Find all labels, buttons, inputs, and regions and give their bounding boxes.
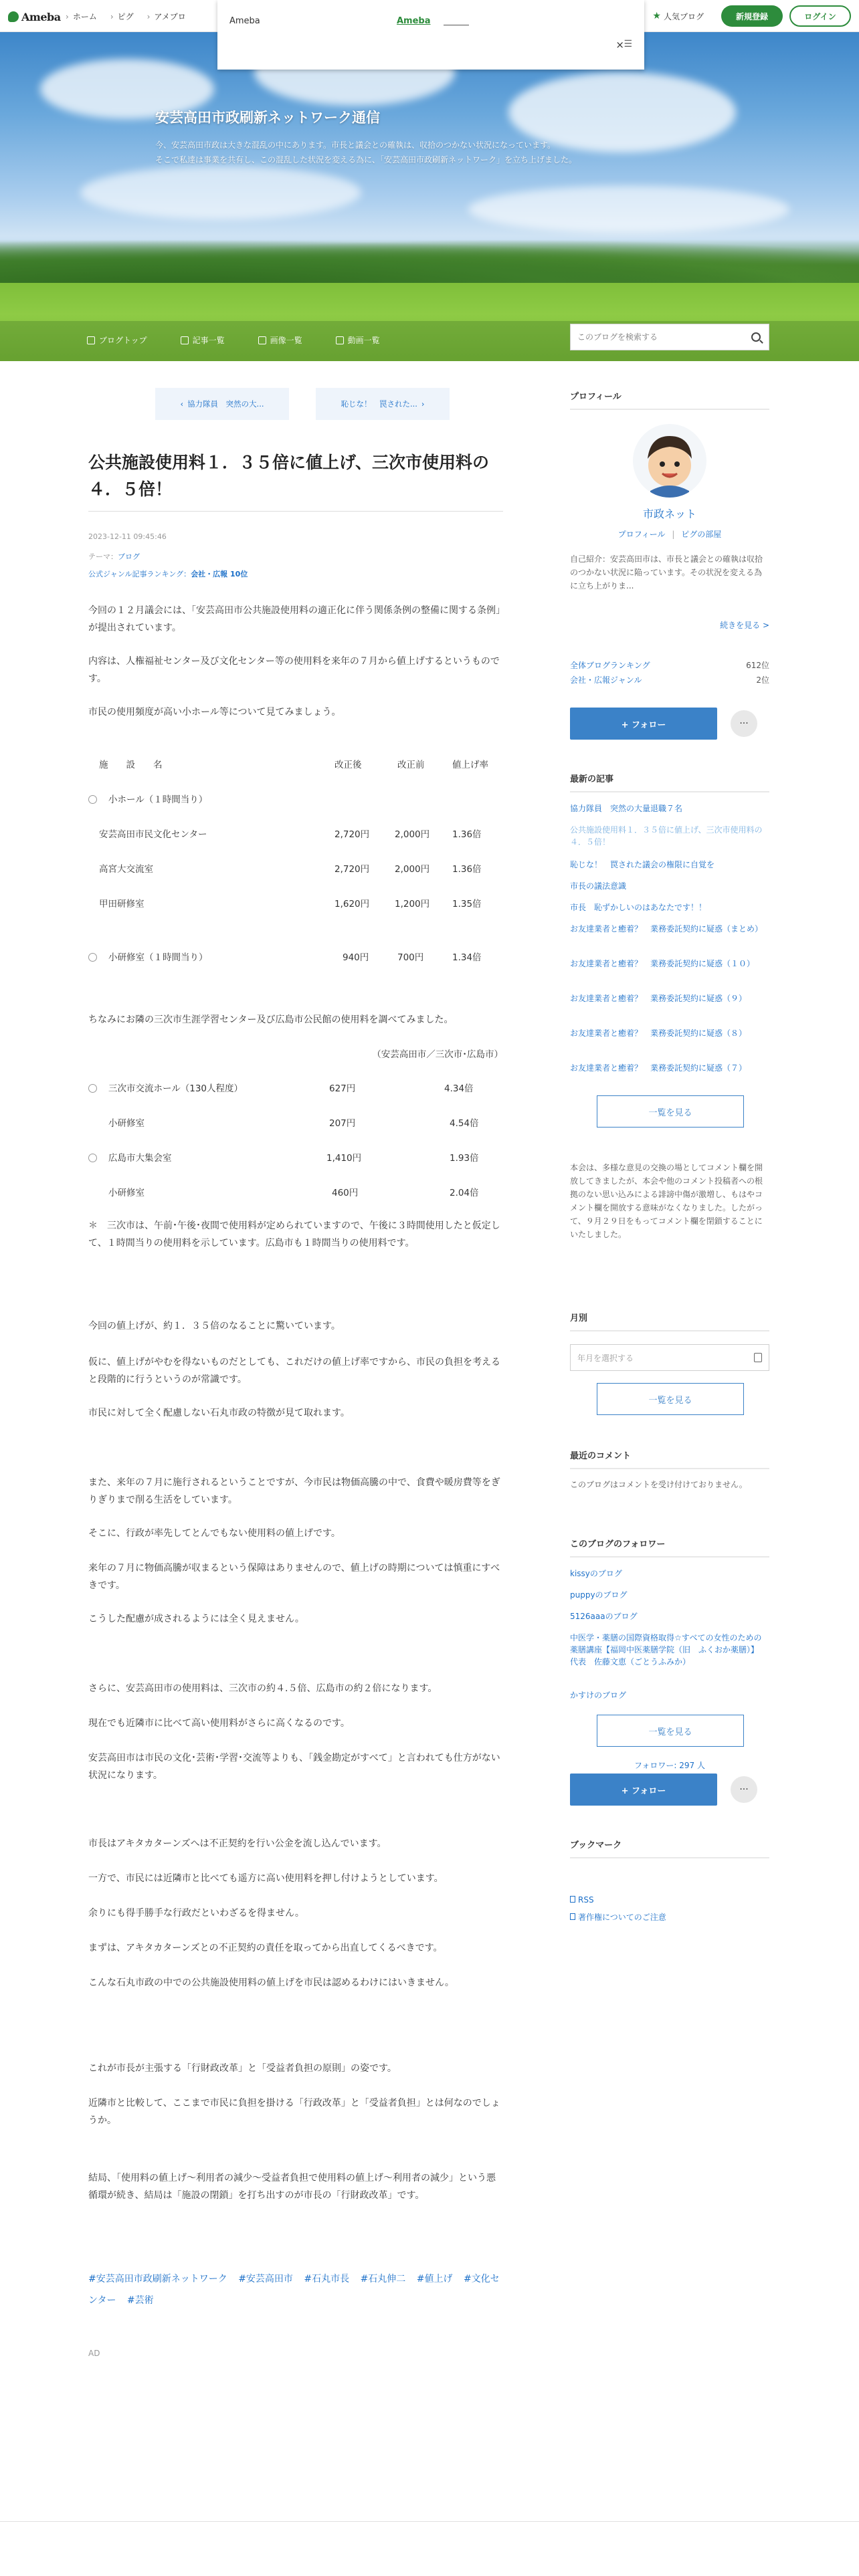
rss-label: RSS bbox=[578, 1895, 594, 1905]
header-facility: 施 設 名 bbox=[99, 760, 163, 770]
followers-list-button[interactable]: 一覧を見る bbox=[597, 1715, 744, 1747]
pig-room-link[interactable]: ピグの部屋 bbox=[681, 530, 722, 539]
fee-rate: 1.34倍 bbox=[452, 952, 482, 963]
crown-icon: ★ bbox=[652, 11, 661, 21]
follower-link[interactable]: 5126aaaのブログ bbox=[570, 1612, 638, 1621]
latest-article-link[interactable]: 市長の議法意識 bbox=[570, 881, 627, 891]
latest-article-link[interactable]: お友達業者と癒着？ 業務委託契約に疑惑（１０） bbox=[570, 959, 755, 968]
latest-article-link[interactable]: お友達業者と癒着？ 業務委託契約に疑惑（まとめ） bbox=[570, 924, 763, 934]
blog-description-line: そこで私達は事業を共有し、この混乱した状況を変える為に、「安芸高田市政刷新ネットワーク」を立ち上げました。 bbox=[155, 155, 577, 165]
close-icon[interactable]: × bbox=[615, 39, 624, 51]
fee-rate: 1.93倍 bbox=[450, 1153, 479, 1164]
fee-rate: 4.34倍 bbox=[444, 1083, 474, 1094]
fee-after: 2,720円 bbox=[335, 829, 370, 840]
paragraph: 来年の７月に物価高騰が収まるという保障はありませんので、値上げの時期については慎重にすべきです。 bbox=[88, 1563, 500, 1591]
facility-name: 高宮大交流室 bbox=[99, 864, 153, 875]
paragraph: 近隣市と比較して、ここまで市民に負担を掛ける「行政改革」と「受益者負担」とは何なのでしょうか。 bbox=[88, 2098, 500, 2126]
radio-icon bbox=[88, 1084, 97, 1093]
paragraph: 今回の１２月議会には、「安芸高田市公共施設使用料の適正化に伴う関係条例の整備に関する条例」が提出されています。 bbox=[88, 605, 500, 633]
copyright-link[interactable] bbox=[570, 1911, 769, 1923]
follower-link[interactable]: 中医学・薬膳の国際資格取得☆すべての女性のための薬膳講座【福岡中医薬膳学院（旧 ふくおか薬膳）】 代表 佐藤文恵（ごとうふみか） bbox=[570, 1633, 763, 1667]
fee-price: 1,410円 bbox=[326, 1153, 362, 1164]
popup-logo: Ameba bbox=[229, 16, 260, 26]
image-icon bbox=[258, 336, 266, 344]
next-article-link[interactable] bbox=[316, 388, 450, 420]
fee-before: 700円 bbox=[397, 952, 424, 963]
profile-links bbox=[570, 528, 769, 540]
paragraph: 市民に対して全く配慮しない石丸市政の特徴が見て取れます。 bbox=[88, 1408, 350, 1418]
popular-blogs-link[interactable] bbox=[652, 11, 704, 22]
table-row bbox=[88, 1185, 503, 1201]
cloud-shape bbox=[468, 186, 789, 233]
blog-description-line: 今、安芸高田市政は大きな混乱の中にあります。市長と議会との確執は、収拾のつかない状況になっています。 bbox=[155, 140, 556, 150]
register-button[interactable]: 新規登録 bbox=[721, 5, 783, 27]
cloud-shape bbox=[80, 166, 361, 219]
hashtag-link[interactable]: #安芸高田市政刷新ネットワーク bbox=[88, 2274, 227, 2284]
search-input[interactable] bbox=[571, 324, 738, 350]
facility-name: 小研修室 bbox=[108, 1188, 145, 1198]
month-select-placeholder: 年月を選択する bbox=[577, 1353, 634, 1363]
radio-icon bbox=[88, 795, 97, 804]
latest-list-button[interactable]: 一覧を見る bbox=[597, 1095, 744, 1128]
hashtag-link[interactable]: #芸術 bbox=[126, 2295, 154, 2306]
popular-blogs-label: 人気ブログ bbox=[663, 11, 704, 21]
genre-ranking-value: 会社・広報 10位 bbox=[191, 570, 248, 578]
ranking-genre-label: 会社・広報ジャンル bbox=[570, 675, 642, 685]
fee-price: 460円 bbox=[332, 1188, 359, 1198]
fee-before: 1,200円 bbox=[395, 899, 430, 909]
hashtag-link[interactable]: #石丸伸二 bbox=[360, 2274, 406, 2284]
fee-group bbox=[88, 792, 503, 808]
menu-icon[interactable]: ☰ bbox=[624, 39, 632, 49]
hashtag-link[interactable]: #石丸市長 bbox=[304, 2274, 350, 2284]
fee-table-header bbox=[88, 757, 503, 773]
monthly-heading: 月別 bbox=[570, 1311, 769, 1331]
hashtag-link[interactable]: #文化センター bbox=[88, 2274, 500, 2306]
ameba-logo-text: Ameba bbox=[21, 10, 61, 23]
paragraph: 市民の使用頻度が高い小ホール等について見てみましょう。 bbox=[88, 707, 341, 718]
monthly-list-button[interactable]: 一覧を見る bbox=[597, 1383, 744, 1415]
latest-article-link[interactable]: お友達業者と癒着？ 業務委託契約に疑惑（７） bbox=[570, 1063, 747, 1073]
bookmark-heading: ブックマーク bbox=[570, 1838, 769, 1858]
list-icon bbox=[181, 336, 189, 344]
latest-article-link[interactable]: 恥じな！ 罠された議会の権限に自覚を bbox=[570, 860, 715, 869]
ranking-all-label: 全体ブログランキング bbox=[570, 661, 650, 670]
article-theme bbox=[88, 551, 140, 562]
copyright-label: 著作権についてのご注意 bbox=[578, 1913, 666, 1922]
paragraph: 安芸高田市は市民の文化･芸術･学習･交流等よりも、「銭金勘定がすべて」と言われても仕方がない状況になります。 bbox=[88, 1753, 500, 1781]
article-pager bbox=[155, 388, 450, 420]
menu-blog-top[interactable]: ブログトップ bbox=[87, 334, 147, 346]
paragraph: こんな石丸市政の中での公共施設使用料の値上げを市民は認めるわけにはいきません。 bbox=[88, 1977, 454, 1988]
radio-icon bbox=[88, 1154, 97, 1162]
title-divider bbox=[88, 511, 503, 512]
menu-image-list[interactable]: 画像一覧 bbox=[258, 334, 302, 346]
paragraph: また、来年の７月に施行されるということですが、今市民は物価高騰の中で、食費や暖房費等をぎりぎりまで削る生活をしています。 bbox=[88, 1477, 500, 1505]
genre-ranking[interactable] bbox=[88, 568, 248, 579]
prev-article-link[interactable] bbox=[155, 388, 289, 420]
table-row bbox=[88, 896, 503, 912]
facility-name: 安芸高田市民文化センター bbox=[99, 829, 207, 840]
nav-home[interactable]: › ホーム bbox=[66, 11, 97, 22]
more-icon[interactable]: ··· bbox=[731, 710, 757, 737]
blog-search bbox=[570, 324, 769, 350]
comment-notice: 本会は、多様な意見の交換の場としてコメント欄を開放してきましたが、本会や他のコメント投稿者への根拠のない思い込みによる誹謗中傷が激増し、もはやコメント欄を開放する意味がなくなりました。したがって、９月２９日をもってコメント欄を閉鎖することにいたしました。 bbox=[570, 1163, 763, 1239]
fee-after: 940円 bbox=[343, 952, 369, 963]
more-icon[interactable]: ··· bbox=[731, 1776, 757, 1803]
paragraph: これが市長が主張する「行財政改革」と「受益者負担の原則」の姿です。 bbox=[88, 2063, 397, 2074]
ranking-genre[interactable] bbox=[570, 674, 769, 686]
paragraph: 仮に、値上げがやむを得ないものだとしても、これだけの値上げ率ですから、市民の負担を考えると段階的に行うというのが常識です。 bbox=[88, 1357, 500, 1385]
latest-article-link[interactable]: 市長 恥ずかしいのはあなたです！！ bbox=[570, 903, 707, 912]
hashtag-link[interactable]: #安芸高田市 bbox=[238, 2274, 293, 2284]
theme-link[interactable]: ブログ bbox=[118, 552, 140, 561]
compare-table bbox=[88, 1081, 503, 1214]
footer-divider bbox=[0, 2521, 859, 2522]
radio-icon bbox=[88, 953, 97, 962]
month-select[interactable] bbox=[570, 1344, 769, 1371]
table-row bbox=[88, 1115, 503, 1132]
nav-ameblo[interactable]: › アメブロ bbox=[147, 11, 186, 22]
paragraph: 現在でも近隣市に比べて高い使用料がさらに高くなるのです。 bbox=[88, 1718, 350, 1729]
latest-article-link[interactable]: お友達業者と癒着？ 業務委託契約に疑惑（９） bbox=[570, 994, 747, 1003]
tree-line bbox=[0, 239, 859, 286]
menu-entry-list[interactable]: 記事一覧 bbox=[181, 334, 225, 346]
follower-link[interactable]: kissyのブログ bbox=[570, 1569, 622, 1578]
comments-heading: 最近のコメント bbox=[570, 1448, 769, 1469]
avatar-illustration bbox=[633, 424, 706, 498]
facility-name: 甲田研修室 bbox=[99, 899, 145, 909]
fee-before: 2,000円 bbox=[395, 864, 430, 875]
follower-count[interactable]: フォロワー: 297 人 bbox=[634, 1761, 705, 1770]
avatar[interactable] bbox=[633, 424, 706, 498]
topbar-actions bbox=[652, 5, 859, 27]
chevron-left-icon: ‹ bbox=[180, 399, 184, 409]
genre-ranking-label: 公式ジャンル記事ランキング： bbox=[88, 570, 191, 578]
paragraph: まずは、アキタカターンズとの不正契約の責任を取ってから出直してくるべきです。 bbox=[88, 1943, 443, 1953]
table-row bbox=[88, 1081, 503, 1097]
table-row bbox=[88, 861, 503, 877]
latest-article-link[interactable]: 協力隊員 突然の大量退職７名 bbox=[570, 804, 683, 813]
menu-video-list[interactable]: 動画一覧 bbox=[336, 334, 380, 346]
profile-link[interactable]: プロフィール bbox=[617, 530, 666, 539]
profile-heading: プロフィール bbox=[570, 389, 769, 410]
home-icon bbox=[87, 336, 95, 344]
login-button[interactable]: ログイン bbox=[789, 5, 851, 27]
header-after: 改正後 bbox=[335, 760, 362, 770]
paragraph: 一方で、市民には近隣市と比べても遥方に高い使用料を押し付けようとしています。 bbox=[88, 1873, 444, 1884]
paragraph: 余りにも得手勝手な行政だといわざるを得ません。 bbox=[88, 1908, 304, 1919]
fee-rate: 4.54倍 bbox=[450, 1118, 479, 1129]
header-rate: 値上げ率 bbox=[452, 760, 488, 770]
follower-link[interactable]: かすけのブログ bbox=[570, 1691, 627, 1700]
fee-rate: 1.36倍 bbox=[452, 829, 482, 840]
hashtag-list bbox=[88, 2268, 503, 2311]
ameba-logo-icon bbox=[8, 11, 19, 22]
facility-name: 小研修室 bbox=[108, 1118, 145, 1129]
follow-button[interactable]: + フォロー bbox=[570, 708, 717, 740]
hashtag-link[interactable]: #値上げ bbox=[416, 2274, 453, 2284]
read-more-link[interactable]: 続きを見る > bbox=[720, 621, 769, 630]
paragraph: 今回の値上げが、約１．３５倍のなることに驚いています。 bbox=[88, 1321, 341, 1331]
fee-rate: 1.36倍 bbox=[452, 864, 482, 875]
separator: | bbox=[672, 530, 675, 539]
rss-link[interactable] bbox=[570, 1894, 769, 1906]
compare-note: （安芸高田市／三次市･広島市） bbox=[372, 1049, 503, 1060]
fee-rate: 1.35倍 bbox=[452, 899, 482, 909]
calendar-icon bbox=[754, 1353, 762, 1362]
footnote: ＊ 三次市は、午前･午後･夜間で使用料が定められていますので、午後に３時間使用したと仮定して、１時間当りの使用料を示しています。広島市も１時間当りの使用料です。 bbox=[88, 1220, 500, 1249]
blog-description bbox=[155, 138, 664, 167]
document-icon bbox=[570, 1913, 575, 1920]
follow-button-bottom[interactable]: + フォロー bbox=[570, 1774, 717, 1806]
header-popup bbox=[217, 0, 644, 70]
chevron-right-icon: › bbox=[421, 399, 425, 409]
fee-rate: 2.04倍 bbox=[450, 1188, 479, 1198]
latest-heading: 最新の記事 bbox=[570, 772, 769, 792]
table-row bbox=[88, 1150, 503, 1166]
facility-name: 三次市交流ホール（130人程度） bbox=[108, 1083, 243, 1094]
fee-group-label: 小研修室（１時間当り） bbox=[108, 952, 208, 963]
paragraph: ちなみにお隣の三次市生涯学習センター及び広島市公民館の使用料を調べてみました。 bbox=[88, 1014, 454, 1025]
article-date: 2023-12-11 09:45:46 bbox=[88, 532, 167, 541]
global-nav bbox=[66, 11, 186, 22]
fee-price: 627円 bbox=[329, 1083, 356, 1094]
fee-before: 2,000円 bbox=[395, 829, 430, 840]
paragraph: そこに、行政が率先してとんでもない使用料の値上げです。 bbox=[88, 1528, 341, 1539]
paragraph: 結局、「使用料の値上げ～利用者の減少～受益者負担で使用料の値上げ～利用者の減少」という悪循環が続き、結局は「施設の閉鎖」を打ち出すのが市長の「行財政改革」です。 bbox=[88, 2173, 496, 2201]
fee-table bbox=[88, 757, 503, 991]
prev-article-label: 協力隊員 突然の大... bbox=[187, 399, 264, 409]
table-row bbox=[88, 827, 503, 843]
popup-ameba-link[interactable]: Ameba bbox=[397, 16, 431, 26]
profile-name[interactable]: 市政ネット bbox=[642, 508, 696, 520]
paragraph: 内容は、人権福祉センター及び文化センター等の使用料を来年の７月から値上げするというものです。 bbox=[88, 656, 500, 684]
fee-group-label: 小ホール（１時間当り） bbox=[108, 794, 208, 805]
fee-price: 207円 bbox=[329, 1118, 356, 1129]
header-before: 改正前 bbox=[397, 760, 425, 770]
fee-group bbox=[88, 950, 503, 966]
rss-icon bbox=[570, 1896, 575, 1903]
nav-pig[interactable]: › ピグ bbox=[110, 11, 134, 22]
ranking-all[interactable] bbox=[570, 659, 769, 671]
latest-article-link[interactable]: 公共施設使用料１．３５倍に値上げ、三次市使用料の４．５倍！ bbox=[570, 825, 763, 847]
follower-link[interactable]: puppyのブログ bbox=[570, 1590, 628, 1600]
fee-after: 1,620円 bbox=[335, 899, 370, 909]
profile-intro: 自己紹介：安芸高田市は、市長と議会との確執は収拾のつかない状況に陥っています。その状況を変える為に立ち上がりま... bbox=[570, 554, 763, 591]
video-icon bbox=[336, 336, 344, 344]
comments-text: このブログはコメントを受け付けておりません。 bbox=[570, 1480, 747, 1489]
paragraph: 市長はアキタカターンズへは不正契約を行い公金を流し込んでいます。 bbox=[88, 1838, 387, 1849]
article-title: 公共施設使用料１．３５倍に値上げ、三次市使用料の４．５倍！ bbox=[88, 453, 490, 499]
ameba-logo[interactable] bbox=[8, 9, 61, 24]
next-article-label: 恥じな！ 罠された... bbox=[341, 399, 417, 409]
theme-label: テーマ： bbox=[88, 552, 118, 561]
ad-label: AD bbox=[88, 2349, 100, 2358]
blog-header-banner bbox=[0, 32, 859, 361]
fee-after: 2,720円 bbox=[335, 864, 370, 875]
blog-title[interactable]: 安芸高田市政刷新ネットワーク通信 bbox=[155, 110, 380, 126]
paragraph: さらに、安芸高田市の使用料は、三次市の約４.５倍、広島市の約２倍になります。 bbox=[88, 1683, 438, 1694]
followers-heading: このブログのフォロワー bbox=[570, 1537, 769, 1558]
latest-article-link[interactable]: お友達業者と癒着？ 業務委託契約に疑惑（８） bbox=[570, 1029, 747, 1038]
paragraph: こうした配慮が成されるようには全く見えません。 bbox=[88, 1614, 304, 1624]
ranking-genre-value: 2位 bbox=[756, 675, 769, 685]
facility-name: 広島市大集会室 bbox=[108, 1153, 172, 1164]
search-icon[interactable] bbox=[751, 332, 761, 342]
ranking-all-value: 612位 bbox=[746, 661, 769, 670]
